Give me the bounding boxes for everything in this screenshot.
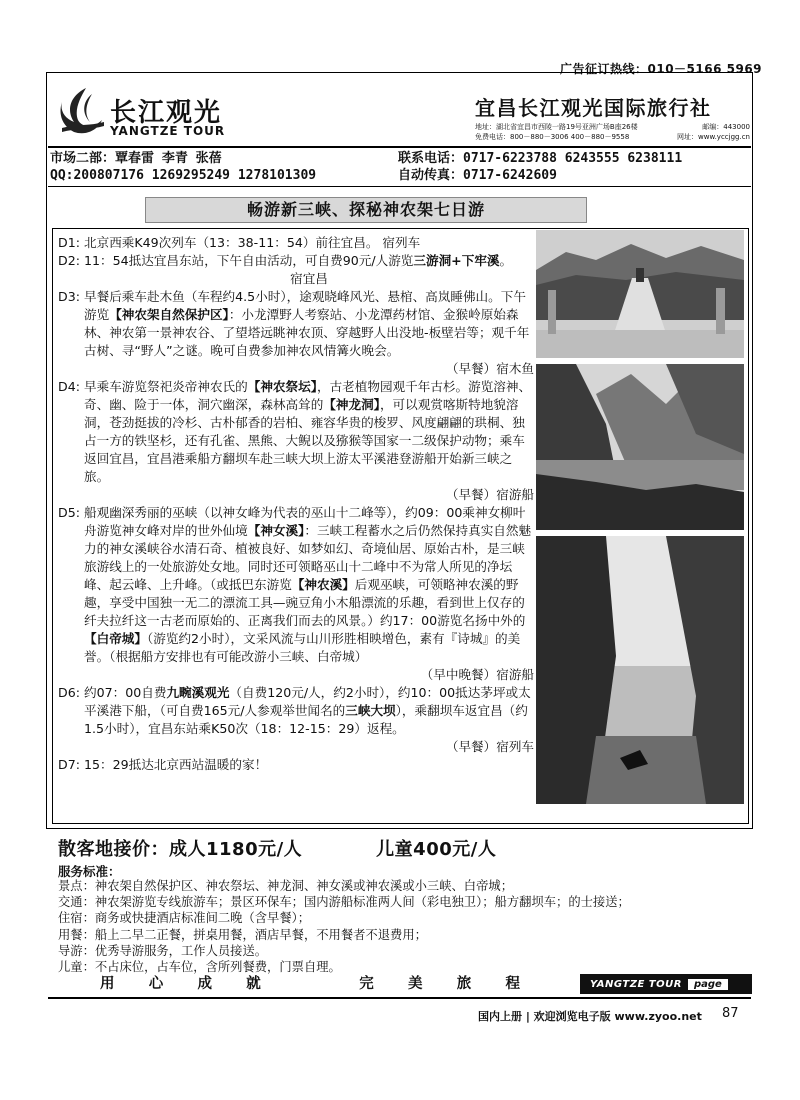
day-text: 11：54抵达宜昌东站，下午自由活动，可自费90元/人游览	[84, 253, 414, 268]
slogan-char: 美	[408, 976, 423, 992]
price-line	[58, 835, 496, 861]
slogan-char: 就	[246, 976, 261, 992]
company-info	[475, 122, 750, 142]
brand-name-en: YANGTZE TOUR	[110, 124, 226, 138]
slogan-char: 用	[100, 976, 115, 992]
day-label: D4:	[58, 379, 80, 394]
day-label: D2:	[58, 253, 80, 268]
attraction-highlight: 三峡大坝	[345, 703, 396, 718]
child-price: 儿童400元/人	[376, 839, 497, 860]
ad-hotline: 广告征订热线：010－5166 5969	[560, 62, 763, 76]
day-text: 早餐后乘车赴木鱼（车程约4.5小时），途观晓峰风光、悬棺、高岚睡佛山。下午游览	[84, 289, 526, 322]
contact-qq: QQ:200807176 1269295249 1278101309	[50, 168, 317, 183]
footer-text: 国内上册 | 欢迎浏览电子版 www.zyoo.net	[478, 1010, 702, 1023]
standard-item: 交通：神农架游览专线旅游车；景区环保车；国内游船标准两人间（彩电独卫）；船方翻坝车；的士接送；	[58, 895, 630, 910]
attraction-highlight: 【神龙洞】	[323, 397, 380, 412]
standard-item: 用餐：船上二早二正餐，拼桌用餐，酒店早餐，不用餐者不退费用；	[58, 927, 427, 942]
day-label: D1:	[58, 235, 80, 250]
day-text: 。	[499, 253, 513, 268]
slogan	[100, 972, 520, 993]
attraction-highlight: 【神农溪】	[291, 577, 355, 592]
shennong-altar-photo	[536, 230, 744, 358]
day-label: D3:	[58, 289, 80, 304]
day-text: ，可以观赏喀斯特地貌溶洞，苍劲挺拔的冷杉、古朴郁香的岩柏、雍容华贵的梭罗、风度翩翩的珙桐、独占一方的铁坚杉，还有孔雀、黑熊、大鲵以及猕猴等国家一二级保护动物；乘车返回宜昌，宜昌港乘船方翻坝车赴三峡大坝上游太平溪港登游船开始新三峡之旅。	[84, 397, 525, 484]
tour-title: 畅游新三峡、探秘神农架七日游	[145, 197, 587, 223]
standard-item: 儿童：不占床位，占车位，含所列餐费，门票自理。	[58, 960, 341, 975]
company-phones: 免费电话：800－880－3006 400－880－9558	[475, 133, 630, 141]
attraction-highlight: 三游洞+下牢溪	[413, 253, 500, 268]
divider	[48, 186, 751, 187]
company-name: 宜昌长江观光国际旅行社	[475, 96, 712, 120]
company-postcode: 邮编：443000	[702, 123, 750, 131]
standard-item: 导游：优秀导游服务，工作人员接送。	[58, 943, 268, 958]
day-text: ：三峡工程蓄水之后仍然保持真实自然魅力的神女溪峡谷水清石奇、植被良好、如梦如幻、奇境仙居、原始古朴，是三峡旅游线上的一处旅游处女地。同时还可领略巫山十二峰中不为常人所见的净坛峰、起云峰、上升峰。（或抵巴东游览	[84, 523, 532, 592]
day-5	[58, 504, 534, 684]
three-gorges-photo	[536, 364, 744, 530]
divider	[48, 997, 751, 999]
slogan-char: 完	[359, 976, 374, 992]
day-text: 北京西乘K49次列车（13：38-11：54）前往宜昌。 宿列车	[84, 235, 421, 250]
slogan-char: 成	[197, 976, 212, 992]
day-3	[58, 288, 534, 378]
day-6	[58, 684, 534, 756]
attraction-highlight: 【神女溪】	[247, 523, 305, 538]
page-tag-brand: YANGTZE TOUR	[590, 978, 682, 990]
contact-block	[50, 150, 750, 184]
standard-item: 景点：神农架自然保护区、神农祭坛、神龙洞、神女溪或神农溪或小三峡、白帝城；	[58, 879, 513, 893]
day-text: 后观巫峡，可领略神农溪的野趣，享受中国独一无二的漂流工具—豌豆角小木船漂流的乐趣，看到世上仅存的纤夫拉纤这一古老而原始的、正离我们而去的风景。）约17：00游览名扬中外的	[84, 577, 526, 628]
standards-title: 服务标准：	[58, 864, 121, 879]
attraction-highlight: 【神农架自然保护区】	[109, 307, 229, 322]
attraction-highlight: 九畹溪观光	[166, 685, 230, 700]
day-text: 早乘车游览祭祀炎帝神农氏的	[84, 379, 248, 394]
contact-fax: 自动传真：0717-6242609	[398, 168, 557, 183]
contact-phone: 联系电话：0717-6223788 6243555 6238111	[398, 151, 683, 166]
price-label: 散客地接价：	[58, 839, 169, 860]
company-website[interactable]: 网址：www.yccjgg.cn	[677, 133, 750, 141]
slogan-char: 程	[505, 976, 520, 992]
itinerary	[58, 234, 534, 774]
day-label: D6:	[58, 685, 80, 700]
day-label: D5:	[58, 505, 80, 520]
slogan-char: 心	[148, 976, 164, 992]
slogan-char: 旅	[456, 976, 472, 992]
day-lodging: （早餐）宿游船	[445, 487, 534, 502]
yangtze-logo-icon	[56, 84, 108, 136]
day-text: （游览约2小时），文采风流与山川形胜相映增色，素有『诗城』的美誉。（根据船方安排也有可能改游小三峡、白帝城）	[84, 631, 521, 664]
day-text: （自费120元/人，约2小时），约10：00抵达茅坪或太平溪港下船，（可自费165元/人参观举世闻名的	[84, 685, 531, 718]
day-lodging: 宿宜昌	[290, 271, 328, 286]
attraction-highlight: 【白帝城】	[84, 631, 147, 646]
day-1	[58, 234, 534, 252]
service-standards	[58, 878, 748, 975]
page-tag	[580, 974, 752, 994]
day-text: ，古老植物园观千年古杉。游览溶神、奇、幽、险于一体，洞穴幽深，森林高耸的	[84, 379, 532, 412]
company-address: 地址：湖北省宜昌市西陵一路19号亚洲广场B座26楼	[475, 123, 638, 131]
day-lodging: （早中晚餐）宿游船	[420, 667, 534, 682]
day-text: 15：29抵达北京西站温暖的家！	[84, 757, 268, 772]
day-lodging: （早餐）宿木鱼	[445, 361, 534, 376]
day-7	[58, 756, 534, 774]
standard-item: 住宿：商务或快捷酒店标准间二晚（含早餐）；	[58, 911, 311, 926]
page-tag-word: page	[688, 979, 728, 990]
day-lodging: （早餐）宿列车	[445, 739, 534, 754]
day-text: ：小龙潭野人考察站、小龙潭药材馆、金猴岭原始森林、神农第一景神农谷、了望塔远眺神农顶、穿越野人出没地-板壁岩等；观千年古树、寻“野人”之谜。晚可自费参加神农风情篝火晚会。	[84, 307, 530, 358]
sales-dept-staff: 市场二部：覃春雷 李青 张蓓	[50, 151, 222, 166]
day-label: D7:	[58, 757, 80, 772]
day-4	[58, 378, 534, 504]
day-2	[58, 252, 534, 288]
divider	[48, 146, 751, 148]
day-text: 船观幽深秀丽的巫峡（以神女峰为代表的巫山十二峰等），约09：00乘神女柳叶舟游览神女峰对岸的世外仙境	[84, 505, 526, 538]
attraction-highlight: 【神农祭坛】	[247, 379, 317, 394]
shennv-stream-photo	[536, 536, 744, 804]
day-text: 约07：00自费	[84, 685, 167, 700]
page-number: 87	[722, 1006, 739, 1021]
brand-name-cn: 长江观光	[110, 98, 223, 128]
adult-price: 成人1180元/人	[169, 839, 303, 860]
day-text: ），乘翻坝车返宜昌（约1.5小时），宜昌东站乘K50次（18：12-15：29）返程。	[84, 703, 528, 736]
